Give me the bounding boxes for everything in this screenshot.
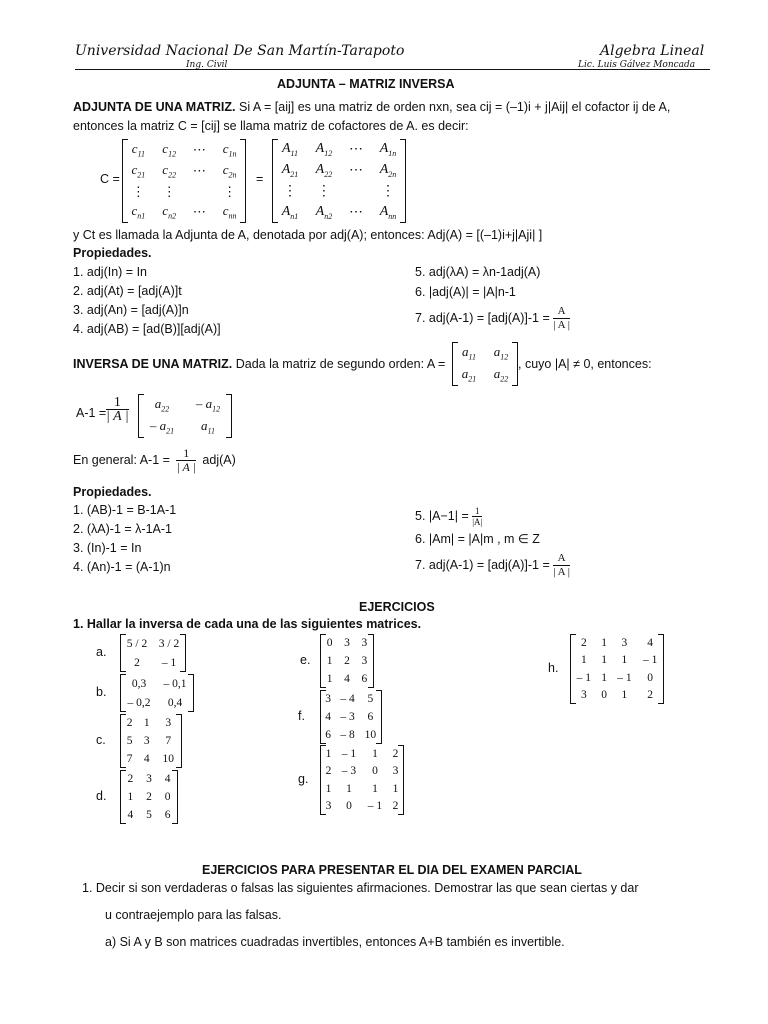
- matrix-entry: ⋮: [316, 184, 331, 199]
- matrix-entry: $c_{21}$: [131, 162, 146, 181]
- matrix-entry: 1: [346, 782, 352, 795]
- matrix-entry: ⋯: [348, 205, 363, 220]
- matrix-entry: 3: [392, 765, 399, 778]
- matrix-entry: $c_{12}$: [162, 140, 177, 159]
- matrix-entry: 1: [601, 654, 607, 667]
- matrix-entry: 0: [346, 800, 352, 813]
- exercise-matrix: [320, 690, 382, 744]
- faculty: Ing. Civil: [186, 60, 228, 70]
- matrix-entry: $a_{11}$: [462, 344, 476, 362]
- a-2x2-matrix: [452, 342, 518, 386]
- course-name: Algebra Lineal: [600, 43, 705, 59]
- exercise-matrix: [120, 714, 182, 768]
- matrix-entry: – 1: [576, 671, 592, 684]
- matrix-entry: – 1: [161, 656, 177, 669]
- inv-prop-3: 3. (In)-1 = In: [73, 541, 142, 555]
- matrix-entry: 0: [601, 689, 607, 702]
- matrix-entry: 6: [367, 711, 374, 723]
- ejercicios-q1: 1. Hallar la inversa de cada una de las siguientes matrices.: [73, 617, 422, 631]
- matrix-entry: $c_{nn}$: [222, 203, 237, 222]
- matrix-entry: 1: [325, 782, 332, 795]
- matrix-entry: $A_{11}$: [281, 141, 298, 158]
- matrix-entry: 0: [326, 637, 333, 649]
- matrix-entry: 3: [361, 655, 368, 667]
- matrix-entry: 1: [143, 717, 150, 729]
- exercise-label: c.: [96, 733, 106, 747]
- matrix-entry: $a_{12}$: [493, 344, 509, 362]
- matrix-entry: ⋮: [282, 184, 297, 199]
- matrix-entry: – 4: [340, 693, 355, 705]
- matrix-entry: 1: [621, 654, 628, 667]
- matrix-entry: $c_{n2}$: [162, 203, 177, 222]
- matrix-entry: 0: [647, 671, 653, 684]
- matrix-entry: – 3: [340, 711, 355, 723]
- exercise-label: f.: [298, 709, 305, 723]
- inverse-matrix: [138, 394, 232, 438]
- ejercicios-title: EJERCICIOS: [359, 600, 435, 614]
- matrix-entry: 2: [392, 747, 399, 760]
- matrix-entry: – 1: [367, 800, 383, 813]
- adjunta-line1: [73, 100, 713, 114]
- matrix-entry: – 1: [617, 671, 632, 684]
- matrix-entry: $a_{21}$: [461, 366, 477, 384]
- exercise-matrix: [120, 770, 178, 824]
- matrix-entry: 5: [126, 735, 133, 747]
- matrix-entry: 1: [326, 655, 333, 667]
- adj-prop-7-fraction: $\frac{A}{| A |}$: [553, 305, 570, 331]
- matrix-entry: 3: [325, 693, 331, 705]
- adj-prop-3: 3. adj(An) = [adj(A)]n: [73, 303, 189, 317]
- matrix-entry: – 3: [341, 765, 357, 778]
- inv-prop-1: 1. (AB)-1 = B-1A-1: [73, 503, 177, 517]
- matrix-entry: 5 / 2: [126, 637, 148, 650]
- adj-prop-2: 2. adj(At) = [adj(A)]t: [73, 284, 182, 298]
- matrix-entry: [341, 181, 371, 202]
- matrix-entry: $A_{12}$: [315, 141, 333, 158]
- matrix-entry: 2: [127, 773, 134, 785]
- matrix-entry: – 0,2: [127, 696, 151, 709]
- matrix-entry: 6: [325, 729, 331, 741]
- matrix-entry: ⋯: [192, 141, 206, 157]
- exercise-matrix: [320, 745, 404, 815]
- matrix-entry: 1: [326, 673, 333, 685]
- examen-q1-a: a) Si A y B son matrices cuadradas invertibles, entonces A+B también es invertible.: [105, 935, 565, 949]
- matrix-entry: $A_{nn}$: [379, 204, 397, 221]
- matrix-entry: 1: [580, 654, 587, 667]
- matrix-entry: 2: [126, 717, 133, 729]
- matrix-entry: 1: [372, 782, 378, 795]
- matrix-entry: 1: [325, 747, 332, 760]
- inversa-heading: INVERSA DE UNA MATRIZ.: [73, 357, 233, 371]
- matrix-entry: 5: [146, 809, 152, 821]
- examen-q1-line1: 1. Decir si son verdaderas o falsas las siguientes afirmaciones. Demostrar las que sean ciertas y dar: [82, 881, 639, 895]
- matrix-entry: $a_{22}$: [493, 366, 509, 384]
- matrix-entry: 3: [165, 717, 172, 729]
- inv-prop-2: 2. (λA)-1 = λ-1A-1: [73, 522, 172, 536]
- matrix-entry: $c_{2n}$: [222, 162, 237, 181]
- examen-title: EJERCICIOS PARA PRESENTAR EL DIA DEL EXAMEN PARCIAL: [202, 863, 582, 877]
- matrix-entry: 4: [647, 636, 653, 649]
- matrix-entry: $c_{n1}$: [131, 203, 146, 222]
- matrix-entry: $A_{n1}$: [281, 204, 299, 221]
- matrix-entry: 0,4: [167, 696, 183, 709]
- adj-prop-5: 5. adj(λA) = λn-1adj(A): [415, 265, 541, 279]
- exercise-label: b.: [96, 685, 107, 699]
- exercise-matrix: [120, 634, 186, 672]
- matrix-entry: $c_{11}$: [131, 140, 145, 159]
- matrix-entry: – $a_{12}$: [195, 396, 221, 414]
- matrix-entry: 2: [325, 765, 332, 778]
- matrix-entry: $c_{1n}$: [222, 140, 237, 159]
- matrix-entry: – 0,1: [163, 677, 187, 690]
- exercise-label: g.: [298, 772, 309, 786]
- exercise-matrix: [570, 634, 664, 704]
- matrix-entry: 2: [392, 800, 399, 813]
- matrix-entry: 1: [621, 689, 628, 702]
- matrix-entry: ⋮: [223, 183, 237, 199]
- cofactor-matrix: [122, 139, 246, 223]
- matrix-entry: 1: [372, 747, 378, 760]
- exercise-matrix: [320, 634, 374, 688]
- matrix-entry: 3: [344, 637, 350, 649]
- matrix-entry: 2: [344, 655, 350, 667]
- inverse-fraction: $\frac{1}{| A |}$: [106, 395, 129, 424]
- matrix-entry: 3: [580, 689, 587, 702]
- matrix-entry: ⋮: [162, 183, 176, 199]
- matrix-entry: – 1: [642, 654, 658, 667]
- matrix-entry: – 8: [340, 729, 355, 741]
- matrix-entry: 4: [127, 809, 134, 821]
- adjunta-line2: entonces la matriz C = [cij] se llama matriz de cofactores de A. es decir:: [73, 119, 469, 133]
- exercise-label: h.: [548, 661, 559, 675]
- exercise-label: e.: [300, 653, 311, 667]
- examen-q1-line2: u contraejemplo para las falsas.: [105, 908, 282, 922]
- adjunta-definition: Si A = [aij] es una matriz de orden nxn, sea cij = (–1)i + j|Aij| el cofactor ij de A,: [238, 100, 671, 114]
- matrix-entry: 7: [126, 753, 133, 765]
- inv-prop-7: 7. adj(A-1) = [adj(A)]-1 = $\frac{A}{| A |}$: [415, 552, 570, 578]
- inv-prop-6: 6. |Am| = |A|m , m ∈ Z: [415, 532, 540, 546]
- adj-prop-1: 1. adj(In) = In: [73, 265, 147, 279]
- matrix-entry: 0: [164, 791, 171, 803]
- matrix-entry: 3: [621, 636, 628, 649]
- matrix-entry: 7: [165, 735, 172, 747]
- inversa-condition: , cuyo |A| ≠ 0, entonces:: [518, 357, 652, 371]
- inv-prop-5: 5. |A−1| = $\frac{1}{|A|}$: [415, 506, 483, 527]
- inv-prop-4: 4. (An)-1 = (A-1)n: [73, 560, 171, 574]
- matrix-entry: – $a_{21}$: [149, 418, 175, 436]
- matrix-entry: 4: [344, 673, 350, 685]
- matrix-entry: 6: [164, 809, 171, 821]
- matrix-entry: [185, 182, 215, 202]
- matrix-entry: 1: [601, 636, 607, 649]
- matrix-entry: 3: [361, 637, 368, 649]
- matrix-entry: 1: [127, 791, 134, 803]
- matrix-entry: ⋮: [131, 183, 145, 199]
- page-title: ADJUNTA – MATRIZ INVERSA: [277, 77, 455, 91]
- matrix-entry: 2: [134, 656, 140, 669]
- matrix-entry: $A_{21}$: [281, 162, 299, 179]
- matrix-entry: 5: [367, 693, 374, 705]
- adj-prop-6: 6. |adj(A)| = |A|n-1: [415, 285, 516, 299]
- matrix-entry: 0,3: [131, 677, 147, 690]
- adj-prop-4: 4. adj(AB) = [ad(B)][adj(A)]: [73, 322, 221, 336]
- inversa-line: INVERSA DE UNA MATRIZ. Dada la matriz de segundo orden: A =: [73, 357, 446, 371]
- matrix-entry: ⋯: [348, 163, 363, 178]
- matrix-entry: 10: [364, 729, 377, 741]
- matrix-entry: 4: [164, 773, 171, 785]
- matrix-entry: $A_{1n}$: [379, 141, 397, 158]
- transpose-line: y Ct es llamada la Adjunta de A, denotada por adj(A); entonces: Adj(A) = [(–1)i+j|Aji| ]: [73, 228, 543, 242]
- matrix-entry: 2: [146, 791, 152, 803]
- matrix-entry: 2: [647, 689, 653, 702]
- exercise-matrix: [120, 674, 194, 712]
- props-title-1: Propiedades.: [73, 246, 152, 260]
- matrix-entry: 3: [146, 773, 152, 785]
- matrix-entry: 0: [372, 765, 378, 778]
- matrix-entry: $a_{22}$: [154, 396, 170, 414]
- matrix-entry: 6: [361, 673, 368, 685]
- matrix-entry: 10: [162, 753, 174, 765]
- matrix-entry: ⋮: [381, 184, 395, 199]
- minor-matrix: [272, 139, 406, 223]
- matrix-entry: – 1: [341, 747, 357, 760]
- matrix-entry: $A_{2n}$: [379, 162, 397, 179]
- matrix-entry: ⋯: [192, 163, 206, 179]
- university-name: Universidad Nacional De San Martín-Tarapoto: [75, 43, 405, 59]
- teacher-name: Lic. Luis Gálvez Moncada: [578, 60, 696, 70]
- exercise-label: d.: [96, 789, 107, 803]
- exercise-label: a.: [96, 645, 107, 659]
- adj-prop-7: 7. adj(A-1) = [adj(A)]-1 = $\frac{A}{| A |}$: [415, 305, 570, 331]
- matrix-entry: $A_{n2}$: [315, 204, 333, 221]
- general-formula: En general: A-1 = $\frac{1}{| A |}$ adj(A): [73, 446, 236, 474]
- inverse-label: A-1 =: [76, 406, 107, 420]
- matrix-entry: $c_{22}$: [162, 162, 177, 181]
- props-title-2: Propiedades.: [73, 485, 152, 499]
- matrix-entry: 3: [325, 800, 332, 813]
- matrix-entry: ⋯: [348, 142, 363, 157]
- matrix-entry: $a_{11}$: [201, 418, 215, 436]
- matrix-entry: 3 / 2: [158, 637, 180, 650]
- equals-sign: =: [256, 172, 264, 186]
- matrix-entry: 4: [143, 753, 150, 765]
- matrix-entry: $A_{22}$: [315, 162, 333, 179]
- matrix-entry: 2: [580, 636, 587, 649]
- matrix-entry: 3: [143, 735, 150, 747]
- matrix-entry: 1: [601, 671, 607, 684]
- matrix-entry: 1: [392, 782, 399, 795]
- adjunta-heading: ADJUNTA DE UNA MATRIZ.: [73, 100, 236, 114]
- matrix-entry: 4: [325, 711, 331, 723]
- matrix-entry: ⋯: [192, 204, 206, 220]
- c-label: C =: [100, 172, 120, 186]
